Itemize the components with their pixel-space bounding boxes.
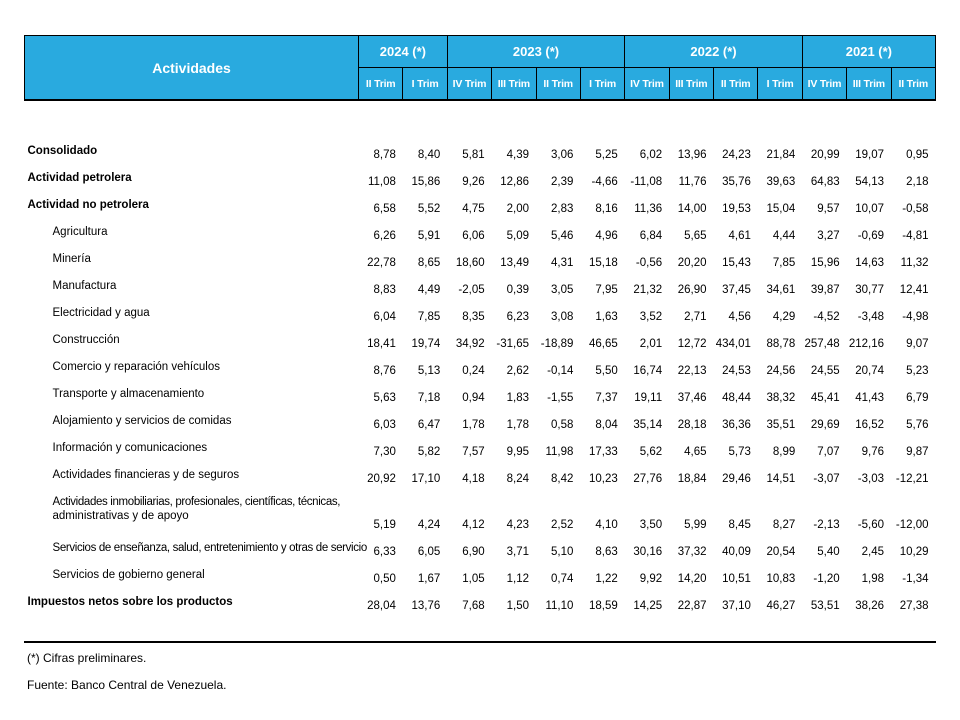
table-row (25, 139, 936, 166)
value-cell: 7,95 (595, 284, 618, 296)
value-cell: -1,34 (902, 573, 929, 585)
value-cell: 37,45 (722, 284, 751, 296)
row-label: Actividad no petrolera (27, 199, 149, 211)
value-cell: 5,82 (417, 446, 441, 458)
value-cell: 5,63 (373, 392, 396, 404)
value-cell: 8,40 (417, 149, 441, 161)
value-cell: 6,90 (462, 546, 485, 558)
value-cell: 4,10 (595, 519, 618, 531)
value-cell: 13,96 (677, 149, 707, 161)
value-cell: 6,47 (417, 419, 441, 431)
value-cell: 4,56 (728, 311, 751, 323)
value-cell: 8,76 (373, 365, 396, 377)
table-row (25, 274, 936, 301)
value-cell: 20,20 (677, 257, 707, 269)
value-cell: 8,65 (417, 257, 441, 269)
value-cell: 0,74 (550, 573, 574, 585)
value-cell: 2,01 (639, 338, 663, 350)
value-cell: 1,78 (462, 419, 485, 431)
value-cell: 2,52 (550, 519, 574, 531)
value-cell: 26,90 (677, 284, 707, 296)
row-label: Impuestos netos sobre los productos (27, 596, 233, 608)
value-cell: 4,23 (506, 519, 529, 531)
value-cell: 1,78 (506, 419, 529, 431)
value-cell: 10,83 (766, 573, 796, 585)
value-cell: 3,27 (817, 230, 840, 242)
quarter-header: IV Trim (802, 68, 846, 101)
value-cell: 9,87 (906, 446, 929, 458)
value-cell: 46,65 (588, 338, 618, 350)
quarter-header: III Trim (847, 68, 891, 101)
value-cell: 21,84 (766, 149, 796, 161)
quarter-header: III Trim (492, 68, 536, 101)
value-cell: 18,41 (367, 338, 396, 350)
value-cell: 2,71 (684, 311, 707, 323)
row-label: Construcción (52, 334, 120, 346)
value-cell: 6,84 (639, 230, 663, 242)
value-cell: -0,56 (635, 257, 663, 269)
quarter-header: II Trim (359, 68, 403, 101)
row-label: Servicios de enseñanza, salud, entretenimiento y otras de servicio (52, 542, 367, 554)
value-cell: 53,51 (810, 600, 840, 612)
value-cell: 22,87 (677, 600, 707, 612)
value-cell: 6,23 (506, 311, 529, 323)
value-cell: 1,98 (861, 573, 884, 585)
table-row (25, 247, 936, 274)
value-cell: 5,73 (728, 446, 751, 458)
year-group-header: 2023 (*) (447, 36, 625, 68)
value-cell: 5,52 (417, 203, 441, 215)
value-cell: 8,27 (772, 519, 796, 531)
activities-header: Actividades (25, 36, 359, 101)
value-cell: 16,74 (633, 365, 663, 377)
value-cell: 14,63 (855, 257, 884, 269)
value-cell: 6,04 (373, 311, 396, 323)
value-cell: 2,00 (506, 203, 529, 215)
value-cell: -31,65 (496, 338, 529, 350)
value-cell: 18,84 (677, 473, 707, 485)
value-cell: 24,55 (810, 365, 840, 377)
value-cell: 8,42 (550, 473, 574, 485)
value-cell: 11,10 (545, 600, 574, 612)
value-cell: 14,00 (677, 203, 707, 215)
value-cell: 37,10 (722, 600, 751, 612)
value-cell: 15,04 (766, 203, 796, 215)
quarter-header: I Trim (580, 68, 624, 101)
value-cell: 19,11 (634, 392, 663, 404)
value-cell: 5,65 (684, 230, 707, 242)
value-cell: 24,23 (722, 149, 751, 161)
value-cell: 5,62 (639, 446, 663, 458)
value-cell: 0,24 (462, 365, 485, 377)
value-cell: 4,44 (772, 230, 796, 242)
value-cell: 2,45 (861, 546, 884, 558)
value-cell: 38,32 (766, 392, 796, 404)
value-cell: 28,04 (367, 600, 396, 612)
value-cell: 3,08 (550, 311, 574, 323)
value-cell: 24,56 (766, 365, 796, 377)
value-cell: 9,95 (506, 446, 529, 458)
quarter-header: III Trim (669, 68, 713, 101)
value-cell: 15,86 (411, 176, 441, 188)
value-cell: 1,22 (595, 573, 618, 585)
table-row (25, 536, 936, 563)
value-cell: -0,14 (547, 365, 574, 377)
value-cell: 54,13 (855, 176, 884, 188)
value-cell: 35,14 (633, 419, 663, 431)
value-cell: 6,79 (906, 392, 929, 404)
row-label: Actividades financieras y de seguros (52, 469, 240, 481)
value-cell: -18,89 (540, 338, 574, 350)
row-label: Información y comunicaciones (52, 442, 208, 454)
value-cell: 6,03 (373, 419, 396, 431)
value-cell: 37,46 (677, 392, 707, 404)
value-cell: 8,16 (595, 203, 618, 215)
table-row (25, 490, 936, 536)
value-cell: 41,43 (855, 392, 884, 404)
row-label: Minería (52, 253, 91, 265)
value-cell: 22,13 (677, 365, 707, 377)
value-cell: 11,98 (545, 446, 574, 458)
value-cell: 27,76 (633, 473, 663, 485)
value-cell: -11,08 (630, 176, 663, 188)
value-cell: 19,74 (411, 338, 441, 350)
value-cell: 17,10 (411, 473, 441, 485)
value-cell: 15,96 (810, 257, 840, 269)
value-cell: 11,08 (367, 176, 396, 188)
row-label: Consolidado (27, 145, 98, 157)
quarter-header: II Trim (714, 68, 758, 101)
value-cell: 5,81 (462, 149, 485, 161)
value-cell: 0,94 (462, 392, 485, 404)
value-cell: 8,83 (373, 284, 396, 296)
value-cell: 8,04 (595, 419, 618, 431)
value-cell: 29,69 (810, 419, 840, 431)
value-cell: -12,00 (895, 519, 929, 531)
value-cell: 4,39 (506, 149, 529, 161)
value-cell: 6,58 (373, 203, 396, 215)
value-cell: 13,49 (500, 257, 529, 269)
value-cell: -4,66 (591, 176, 618, 188)
value-cell: 7,85 (417, 311, 441, 323)
value-cell: 22,78 (367, 257, 396, 269)
value-cell: -1,20 (813, 573, 840, 585)
value-cell: 48,44 (722, 392, 751, 404)
value-cell: 2,83 (550, 203, 574, 215)
table-row (25, 436, 936, 463)
value-cell: -4,98 (902, 311, 929, 323)
value-cell: 0,95 (906, 149, 929, 161)
value-cell: 8,35 (462, 311, 485, 323)
value-cell: 8,63 (595, 546, 618, 558)
value-cell: -3,03 (857, 473, 884, 485)
value-cell: -3,07 (813, 473, 840, 485)
value-cell: 5,25 (595, 149, 618, 161)
value-cell: 4,31 (550, 257, 574, 269)
value-cell: 39,63 (766, 176, 796, 188)
value-cell: 30,77 (855, 284, 884, 296)
table-row (25, 590, 936, 617)
value-cell: 8,45 (728, 519, 751, 531)
value-cell: 1,05 (462, 573, 485, 585)
value-cell: 2,39 (550, 176, 574, 188)
value-cell: 27,38 (899, 600, 929, 612)
value-cell: -1,55 (547, 392, 574, 404)
value-cell: -2,13 (813, 519, 840, 531)
value-cell: 6,26 (373, 230, 396, 242)
table-header (25, 36, 936, 101)
value-cell: 5,13 (417, 365, 441, 377)
value-cell: 1,50 (506, 600, 529, 612)
value-cell: 88,78 (766, 338, 796, 350)
value-cell: 6,05 (417, 546, 441, 558)
value-cell: -3,48 (857, 311, 884, 323)
table-row (25, 382, 936, 409)
value-cell: 5,10 (550, 546, 574, 558)
header-body-spacer (25, 100, 936, 139)
table-row (25, 463, 936, 490)
row-label: Transporte y almacenamiento (52, 388, 205, 400)
value-cell: 15,43 (722, 257, 751, 269)
value-cell: -0,58 (902, 203, 929, 215)
value-cell: 12,86 (500, 176, 529, 188)
value-cell: 7,30 (373, 446, 396, 458)
table-row (25, 328, 936, 355)
value-cell: 9,92 (639, 573, 663, 585)
footnote-separator-line (24, 641, 936, 643)
value-cell: 7,37 (595, 392, 618, 404)
value-cell: 7,07 (817, 446, 840, 458)
value-cell: 5,50 (595, 365, 618, 377)
value-cell: 1,12 (506, 573, 529, 585)
source-note: Fuente: Banco Central de Venezuela. (27, 678, 227, 692)
value-cell: 46,27 (766, 600, 796, 612)
value-cell: 5,91 (417, 230, 441, 242)
value-cell: 18,60 (455, 257, 485, 269)
value-cell: 4,65 (684, 446, 707, 458)
value-cell: 5,76 (906, 419, 929, 431)
value-cell: 4,24 (417, 519, 441, 531)
table-row (25, 220, 936, 247)
value-cell: 0,58 (550, 419, 574, 431)
value-cell: 40,09 (722, 546, 751, 558)
value-cell: 6,06 (462, 230, 485, 242)
value-cell: 6,33 (373, 546, 396, 558)
value-cell: 4,61 (728, 230, 751, 242)
year-group-header: 2021 (*) (802, 36, 935, 68)
value-cell: 212,16 (848, 338, 884, 350)
value-cell: 7,85 (772, 257, 796, 269)
value-cell: 3,52 (639, 311, 663, 323)
value-cell: -5,60 (857, 519, 884, 531)
value-cell: 20,92 (367, 473, 396, 485)
quarter-header: II Trim (891, 68, 936, 101)
value-cell: 6,02 (639, 149, 663, 161)
value-cell: 4,49 (417, 284, 441, 296)
value-cell: 5,09 (506, 230, 529, 242)
value-cell: 20,99 (810, 149, 840, 161)
quarter-header: I Trim (758, 68, 802, 101)
value-cell: 3,71 (506, 546, 529, 558)
value-cell: 16,52 (855, 419, 884, 431)
value-cell: 39,87 (810, 284, 840, 296)
value-cell: 4,12 (462, 519, 485, 531)
value-cell: 9,26 (462, 176, 485, 188)
value-cell: 30,16 (633, 546, 663, 558)
value-cell: -12,21 (895, 473, 929, 485)
preliminary-figures-note: (*) Cifras preliminares. (27, 651, 147, 665)
value-cell: 9,57 (817, 203, 840, 215)
value-cell: 36,36 (722, 419, 751, 431)
row-label: Actividades inmobiliarias, profesionales, científicas, técnicas, administrativas y de apoyo (52, 496, 341, 522)
value-cell: 4,96 (595, 230, 618, 242)
value-cell: 2,62 (506, 365, 529, 377)
value-cell: 14,25 (633, 600, 663, 612)
value-cell: 2,18 (906, 176, 929, 188)
value-cell: 8,99 (772, 446, 796, 458)
value-cell: 8,78 (373, 149, 396, 161)
value-cell: 12,41 (899, 284, 929, 296)
value-cell: 8,24 (506, 473, 529, 485)
value-cell: -2,05 (458, 284, 485, 296)
year-group-header: 2022 (*) (625, 36, 803, 68)
value-cell: 17,33 (588, 446, 618, 458)
row-label: Actividad petrolera (27, 172, 132, 184)
value-cell: 19,53 (722, 203, 751, 215)
value-cell: 10,23 (588, 473, 618, 485)
value-cell: 13,76 (411, 600, 441, 612)
value-cell: 12,72 (677, 338, 707, 350)
value-cell: 35,51 (766, 419, 796, 431)
value-cell: 0,50 (373, 573, 396, 585)
value-cell: 24,53 (722, 365, 751, 377)
table-row (25, 166, 936, 193)
value-cell: 5,40 (817, 546, 840, 558)
value-cell: 34,92 (455, 338, 485, 350)
value-cell: 9,76 (861, 446, 884, 458)
value-cell: 14,20 (677, 573, 707, 585)
value-cell: 3,50 (639, 519, 663, 531)
value-cell: 19,07 (855, 149, 884, 161)
value-cell: 5,46 (550, 230, 574, 242)
table-row (25, 193, 936, 220)
value-cell: 10,07 (855, 203, 884, 215)
value-cell: 4,75 (462, 203, 485, 215)
value-cell: 38,26 (855, 600, 884, 612)
table-row (25, 355, 936, 382)
value-cell: 10,51 (722, 573, 751, 585)
value-cell: 64,83 (810, 176, 840, 188)
value-cell: 4,18 (462, 473, 485, 485)
value-cell: 20,74 (855, 365, 884, 377)
value-cell: 7,18 (417, 392, 441, 404)
value-cell: 434,01 (715, 338, 751, 350)
table-body (25, 100, 936, 617)
value-cell: 28,18 (677, 419, 707, 431)
value-cell: 21,32 (633, 284, 663, 296)
value-cell: 18,59 (588, 600, 618, 612)
row-label: Agricultura (52, 226, 108, 238)
value-cell: 4,29 (772, 311, 796, 323)
value-cell: 9,07 (906, 338, 929, 350)
value-cell: 14,51 (766, 473, 796, 485)
table-row (25, 409, 936, 436)
activities-table (24, 35, 936, 617)
row-label: Manufactura (52, 280, 117, 292)
value-cell: 15,18 (588, 257, 618, 269)
row-label: Servicios de gobierno general (52, 569, 205, 581)
value-cell: 3,06 (550, 149, 574, 161)
quarter-header: IV Trim (625, 68, 669, 101)
value-cell: 34,61 (766, 284, 796, 296)
value-cell: 7,57 (462, 446, 485, 458)
value-cell: 3,05 (550, 284, 574, 296)
value-cell: 7,68 (462, 600, 485, 612)
value-cell: 0,39 (506, 284, 529, 296)
quarter-header: IV Trim (447, 68, 491, 101)
value-cell: 11,76 (678, 176, 707, 188)
value-cell: 5,99 (684, 519, 707, 531)
value-cell: -0,69 (857, 230, 884, 242)
table-row (25, 301, 936, 328)
year-group-header: 2024 (*) (359, 36, 448, 68)
value-cell: 10,29 (899, 546, 929, 558)
value-cell: 5,19 (373, 519, 396, 531)
table-row (25, 563, 936, 590)
value-cell: 29,46 (722, 473, 751, 485)
value-cell: 11,32 (900, 257, 929, 269)
value-cell: 1,67 (417, 573, 441, 585)
value-cell: 5,23 (906, 365, 929, 377)
year-header-row (25, 36, 936, 68)
quarter-header: I Trim (403, 68, 447, 101)
quarter-header: II Trim (536, 68, 580, 101)
value-cell: -4,52 (813, 311, 840, 323)
value-cell: 35,76 (722, 176, 751, 188)
value-cell: 37,32 (677, 546, 707, 558)
row-label: Alojamiento y servicios de comidas (52, 415, 232, 427)
value-cell: 11,36 (634, 203, 663, 215)
value-cell: 1,63 (595, 311, 618, 323)
value-cell: 1,83 (506, 392, 529, 404)
value-cell: 45,41 (810, 392, 840, 404)
row-label: Comercio y reparación vehículos (52, 361, 220, 373)
value-cell: -4,81 (902, 230, 929, 242)
value-cell: 257,48 (804, 338, 840, 350)
value-cell: 20,54 (766, 546, 796, 558)
row-label: Electricidad y agua (52, 307, 150, 319)
